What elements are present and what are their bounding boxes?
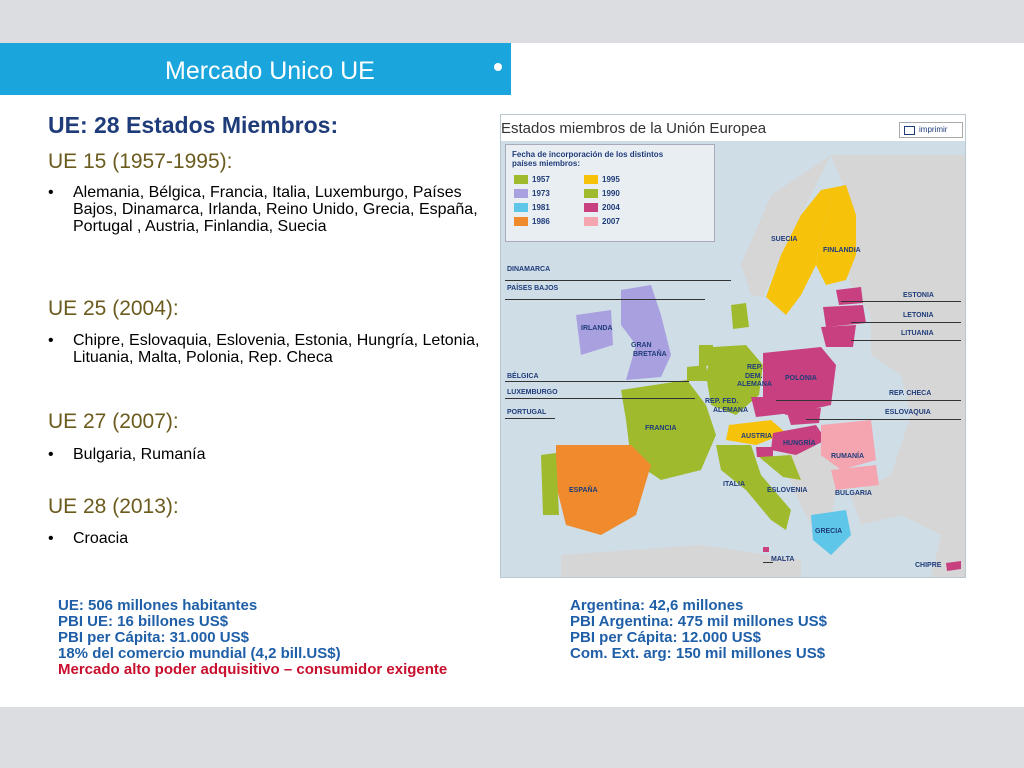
leader-line-portugal bbox=[505, 418, 555, 419]
label-austria: AUSTRIA bbox=[741, 433, 773, 440]
label-gran: GRAN bbox=[631, 342, 652, 349]
legend-item bbox=[584, 175, 620, 184]
eu-stat-gdp-per-capita: PBI per Cápita: 31.000 US$ bbox=[58, 629, 249, 646]
slovenia bbox=[756, 447, 773, 457]
ireland bbox=[576, 310, 613, 355]
label-dinamarca: DINAMARCA bbox=[507, 266, 551, 273]
legend-title-line-1: Fecha de incorporación de los distintos bbox=[512, 150, 664, 159]
label-italia: ITALIA bbox=[723, 481, 746, 488]
leader-line-eslovaquia bbox=[806, 419, 961, 420]
label-grecia: GRECIA bbox=[815, 528, 843, 535]
map-title: Estados miembros de la Unión Europea bbox=[501, 120, 767, 137]
argentina-stats bbox=[570, 598, 827, 662]
slovakia bbox=[786, 408, 821, 425]
legend-year: 1957 bbox=[532, 175, 550, 184]
legend-year: 1995 bbox=[602, 175, 620, 184]
map-legend bbox=[505, 144, 715, 242]
lithuania bbox=[821, 325, 856, 347]
ar-stat-trade: Com. Ext. arg: 150 mil millones US$ bbox=[570, 645, 826, 662]
legend-year: 1990 bbox=[602, 189, 620, 198]
label-belgica: BÉLGICA bbox=[507, 373, 539, 380]
label-irlanda: IRLANDA bbox=[581, 325, 613, 332]
label-paises-bajos: PAÍSES BAJOS bbox=[507, 285, 559, 292]
label-alemana: ALEMANA bbox=[737, 381, 772, 388]
legend-year: 2007 bbox=[602, 217, 620, 226]
legend-swatch bbox=[514, 175, 528, 184]
label-eslovaquia: ESLOVAQUIA bbox=[885, 409, 931, 416]
label-bretana: BRETAÑA bbox=[633, 351, 667, 358]
leader-line-dinamarca bbox=[505, 280, 731, 281]
denmark bbox=[731, 303, 749, 329]
label-suecia: SUECIA bbox=[771, 236, 798, 243]
legend-year: 1981 bbox=[532, 203, 550, 212]
print-label: imprimir bbox=[919, 125, 948, 134]
malta bbox=[763, 547, 769, 552]
label-luxemburgo: LUXEMBURGO bbox=[507, 389, 558, 396]
label-portugal: PORTUGAL bbox=[507, 409, 547, 416]
label-espana: ESPAÑA bbox=[569, 487, 598, 494]
eu-map bbox=[500, 114, 966, 578]
ar-stat-gdp-per-capita: PBI per Cápita: 12.000 US$ bbox=[570, 629, 761, 646]
label-alemana-2: ALEMANA bbox=[713, 407, 748, 414]
section-heading-ue27: UE 27 (2007): bbox=[48, 410, 179, 433]
eu-stat-market: Mercado alto poder adquisitivo – consumidor exigente bbox=[58, 661, 448, 678]
legend-title bbox=[512, 150, 663, 168]
legend-swatch bbox=[584, 217, 598, 226]
legend-item bbox=[514, 217, 550, 226]
bullet-ue28: • Croacia bbox=[48, 530, 503, 547]
label-rep-dem-2: DEM. bbox=[745, 373, 763, 380]
legend-year: 2004 bbox=[602, 203, 620, 212]
eu-stats bbox=[58, 598, 447, 678]
label-lituania: LITUANIA bbox=[901, 330, 934, 337]
label-malta: MALTA bbox=[771, 556, 795, 563]
legend-item bbox=[514, 189, 550, 198]
section-heading-ue15: UE 15 (1957-1995): bbox=[48, 150, 233, 173]
section-heading-ue28: UE 28 (2013): bbox=[48, 495, 179, 518]
legend-swatch bbox=[584, 175, 598, 184]
leader-line-belgica bbox=[505, 381, 689, 382]
legend-item bbox=[584, 189, 620, 198]
bullet-ue25: • Chipre, Eslovaquia, Eslovenia, Estonia, Hungría, Letonia, Lituania, Malta, Polonia, Rep. Checa bbox=[48, 332, 503, 366]
latvia bbox=[823, 305, 866, 327]
legend-item bbox=[584, 217, 620, 226]
leader-line-letonia bbox=[851, 322, 961, 323]
label-rumania: RUMANÍA bbox=[831, 453, 865, 460]
slide-title: Mercado Unico UE bbox=[165, 57, 375, 85]
label-bulgaria: BULGARIA bbox=[835, 490, 872, 497]
eu-stat-population: UE: 506 millones habitantes bbox=[58, 597, 258, 614]
label-finlandia: FINLANDIA bbox=[823, 247, 861, 254]
legend-swatch bbox=[514, 189, 528, 198]
leader-line-paises-bajos bbox=[505, 299, 705, 300]
legend-year: 1986 bbox=[532, 217, 550, 226]
ar-stat-gdp: PBI Argentina: 475 mil millones US$ bbox=[570, 613, 828, 630]
estonia bbox=[836, 287, 863, 305]
portugal bbox=[541, 453, 559, 515]
leader-line-rep-checa bbox=[776, 400, 961, 401]
bullet-ue15: • Alemania, Bélgica, Francia, Italia, Luxemburgo, Países Bajos, Dinamarca, Irlanda, Reino Unido, Grecia, España, Portugal , Austria, Finlandia, Suecia bbox=[48, 184, 503, 235]
label-rep-fed: REP. FED. bbox=[705, 398, 739, 405]
label-chipre: CHIPRE bbox=[915, 562, 942, 569]
eu-stat-gdp: PBI UE: 16 billones US$ bbox=[58, 613, 229, 630]
label-hungria: HUNGRÍA bbox=[783, 440, 816, 447]
legend-swatch bbox=[514, 217, 528, 226]
legend-item bbox=[514, 175, 550, 184]
legend-item bbox=[584, 203, 620, 212]
legend-swatch bbox=[514, 203, 528, 212]
label-francia: FRANCIA bbox=[645, 425, 677, 432]
label-letonia: LETONIA bbox=[903, 312, 934, 319]
legend-title-line-2: países miembros: bbox=[512, 159, 581, 168]
label-rep-checa: REP. CHECA bbox=[889, 390, 932, 397]
legend-item bbox=[514, 203, 550, 212]
label-rep-dem: REP. bbox=[747, 364, 763, 371]
belgium bbox=[687, 365, 709, 381]
label-estonia: ESTONIA bbox=[903, 292, 934, 299]
leader-line-luxemburgo bbox=[505, 398, 695, 399]
eu-stat-trade: 18% del comercio mundial (4,2 bill.US$) bbox=[58, 645, 341, 662]
ar-stat-population: Argentina: 42,6 millones bbox=[570, 597, 744, 614]
label-eslovenia: ESLOVENIA bbox=[767, 487, 808, 494]
bullet-ue27: • Bulgaria, Rumanía bbox=[48, 446, 503, 463]
leader-line-estonia bbox=[841, 301, 961, 302]
main-heading: UE: 28 Estados Miembros: bbox=[48, 112, 339, 138]
section-heading-ue25: UE 25 (2004): bbox=[48, 297, 179, 320]
label-polonia: POLONIA bbox=[785, 375, 817, 382]
leader-line-lituania bbox=[851, 340, 961, 341]
legend-year: 1973 bbox=[532, 189, 550, 198]
legend-swatch bbox=[584, 189, 598, 198]
title-dot bbox=[494, 63, 502, 71]
legend-swatch bbox=[584, 203, 598, 212]
